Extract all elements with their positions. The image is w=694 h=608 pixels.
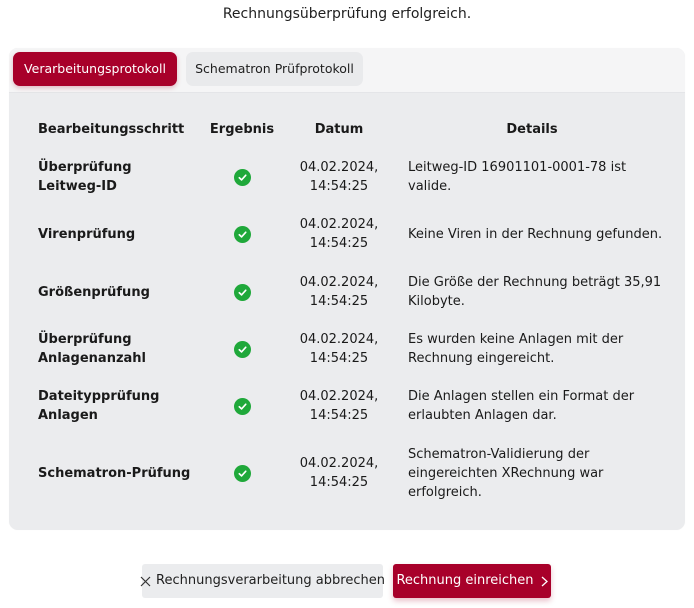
header-result: Ergebnis	[209, 122, 275, 137]
row-step: Überprüfung Anlagenanzahl	[38, 332, 146, 366]
check-circle-icon	[234, 169, 251, 186]
cancel-processing-button[interactable]	[142, 564, 383, 598]
protocol-card	[9, 48, 685, 530]
check-circle-icon	[234, 398, 251, 415]
submit-invoice-label: Rechnung einreichen	[396, 573, 534, 588]
status-title: Rechnungsüberprüfung erfolgreich.	[222, 6, 472, 22]
chevron-right-icon	[541, 576, 548, 587]
row-step: Größenprüfung	[38, 284, 150, 300]
tab-verarbeitungsprotokoll[interactable]: Verarbeitungsprotokoll	[13, 52, 177, 86]
table-row	[9, 215, 685, 253]
row-step: Überprüfung Leitweg-ID	[38, 160, 132, 194]
check-circle-icon	[234, 226, 251, 243]
cancel-processing-label: Rechnungsverarbeitung abbrechen	[156, 573, 385, 588]
row-date: 04.02.2024, 14:54:25	[299, 456, 379, 490]
row-step: Schematron-Prüfung	[38, 465, 191, 481]
row-step: Virenprüfung	[38, 226, 136, 242]
table-row	[9, 330, 685, 368]
check-circle-icon	[234, 284, 251, 301]
row-date: 04.02.2024, 14:54:25	[299, 332, 379, 366]
tab-schematron-pruefprotokoll[interactable]: Schematron Prüfprotokoll	[186, 52, 363, 86]
row-date: 04.02.2024, 14:54:25	[299, 389, 379, 423]
header-step: Bearbeitungsschritt	[38, 122, 185, 137]
table-row	[9, 444, 685, 502]
check-circle-icon	[234, 341, 251, 358]
row-step: Dateitypprüfung Anlagen	[38, 389, 160, 423]
row-date: 04.02.2024, 14:54:25	[299, 275, 379, 309]
tab-bar	[9, 48, 685, 93]
table-row	[9, 158, 685, 196]
row-date: 04.02.2024, 14:54:25	[299, 160, 379, 194]
table-row	[9, 387, 685, 425]
table-header	[9, 120, 685, 140]
close-icon	[140, 576, 151, 587]
row-details: Die Anlagen stellen ein Format der erlaubten Anlagen dar.	[408, 389, 635, 423]
header-date: Datum	[314, 122, 364, 137]
check-circle-icon	[234, 465, 251, 482]
header-details: Details	[506, 122, 558, 137]
row-details: Schematron-Validierung der eingereichten XRechnung war erfolgreich.	[408, 446, 604, 500]
submit-invoice-button[interactable]	[393, 564, 551, 598]
row-details: Leitweg-ID 16901101-0001-78 ist valide.	[408, 160, 627, 194]
row-details: Keine Viren in der Rechnung gefunden.	[408, 226, 663, 242]
row-details: Die Größe der Rechnung beträgt 35,91 Kilobyte.	[408, 275, 662, 309]
row-details: Es wurden keine Anlagen mit der Rechnung eingereicht.	[408, 332, 624, 366]
table-row	[9, 273, 685, 311]
row-date: 04.02.2024, 14:54:25	[299, 217, 379, 251]
